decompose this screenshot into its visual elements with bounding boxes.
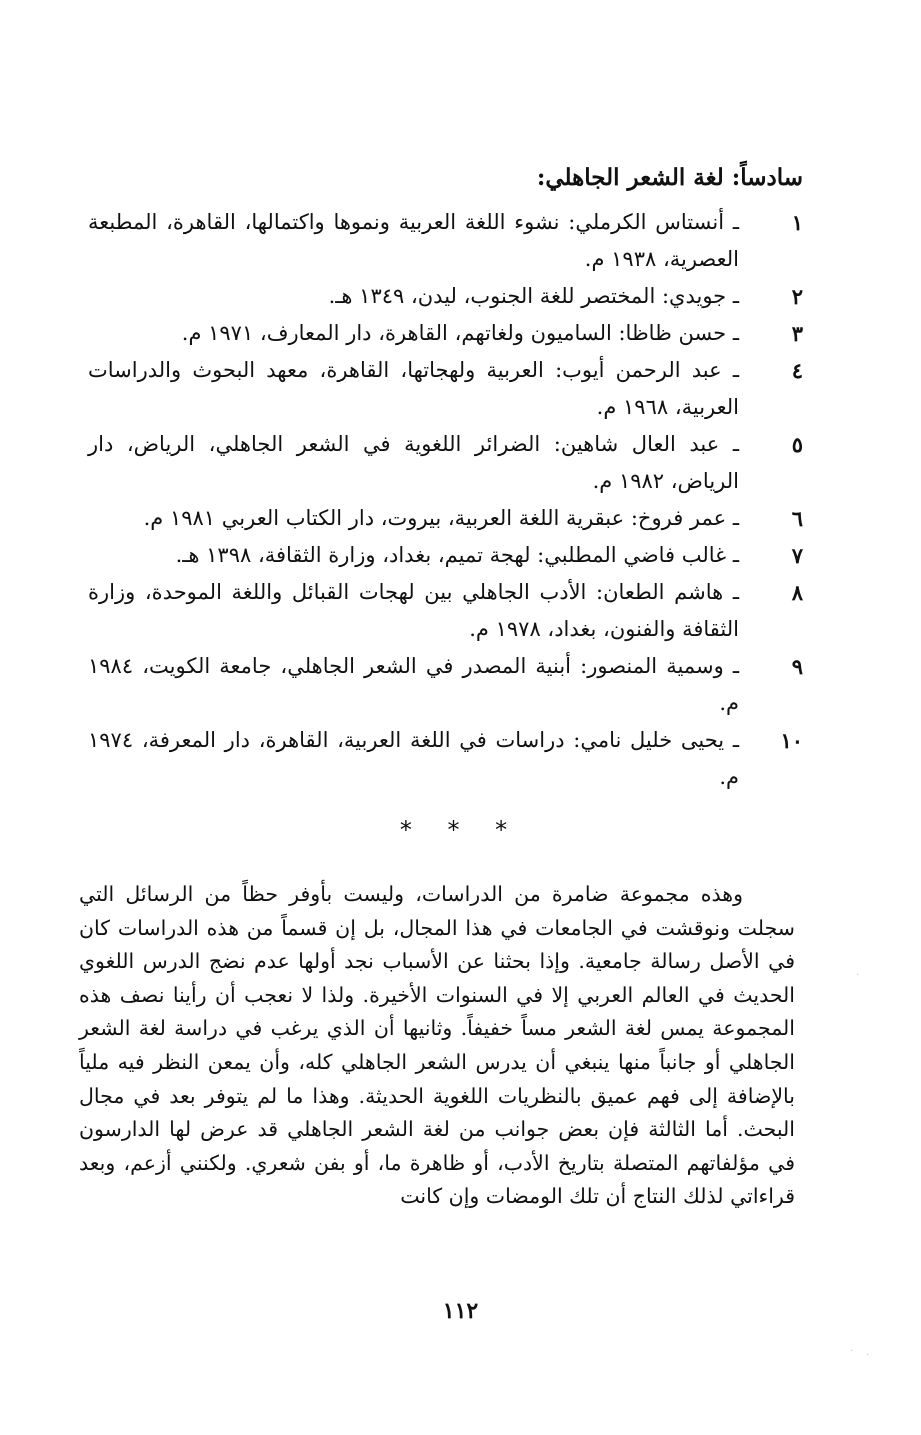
- reference-text: ـ جويدي: المختصر للغة الجنوب، ليدن، ١٣٤٩ هـ.: [328, 284, 739, 308]
- reference-text: ـ عمر فروخ: عبقرية اللغة العربية، بيروت، دار الكتاب العربي ١٩٨١ م.: [143, 506, 739, 530]
- scan-speck: ·: [850, 1346, 854, 1357]
- reference-item: [88, 204, 803, 278]
- reference-text: ـ هاشم الطعان: الأدب الجاهلي بين لهجات القبائل واللغة الموحدة، وزارة الثقافة والفنون، بغداد، ١٩٧٨ م.: [88, 580, 739, 641]
- reference-list: [88, 204, 803, 796]
- scan-speck: ·: [856, 970, 860, 981]
- reference-item: [88, 500, 803, 537]
- reference-text: ـ عبد العال شاهين: الضرائر اللغوية في الشعر الجاهلي، الرياض، دار الرياض، ١٩٨٢ م.: [88, 432, 739, 493]
- reference-item: [88, 648, 803, 722]
- reference-item: [88, 426, 803, 500]
- reference-item: [88, 315, 803, 352]
- reference-text: ـ غالب فاضي المطلبي: لهجة تميم، بغداد، وزارة الثقافة، ١٣٩٨ هـ.: [175, 543, 739, 567]
- reference-item: [88, 574, 803, 648]
- reference-number: ١: [791, 210, 803, 235]
- reference-item: [88, 537, 803, 574]
- section-separator: * * *: [399, 816, 522, 844]
- reference-number: ٩: [791, 654, 803, 679]
- reference-text: ـ يحيى خليل نامي: دراسات في اللغة العربية، القاهرة، دار المعرفة، ١٩٧٤ م.: [88, 728, 739, 789]
- reference-text: ـ حسن ظاظا: الساميون ولغاتهم، القاهرة، دار المعارف، ١٩٧١ م.: [181, 321, 739, 345]
- reference-text: ـ عبد الرحمن أيوب: العربية ولهجاتها، القاهرة، معهد البحوث والدراسات العربية، ١٩٦٨ م.: [88, 358, 739, 419]
- reference-number: ١٠: [780, 728, 803, 753]
- reference-number: ٦: [791, 506, 803, 531]
- reference-number: ٨: [791, 580, 803, 605]
- reference-number: ٢: [791, 284, 803, 309]
- reference-item: [88, 278, 803, 315]
- reference-number: ٧: [791, 543, 803, 568]
- page-number: ١١٢: [442, 1298, 479, 1324]
- reference-number: ٤: [791, 358, 803, 383]
- body-paragraph: وهذه مجموعة ضامرة من الدراسات، وليست بأوفر حظاً من الرسائل التي سجلت ونوقشت في الجامعات في هذا المجال، بل إن قسماً من هذه الدراسات كان في الأصل رسالة جامعية. وإذا بحثنا عن الأسباب نجد أولها عدم نضج الدرس اللغوي الحديث في العالم العربي إلا في السنوات الأخيرة. ولذا لا نعجب أن رأينا نصف هذه المجموعة يمس لغة الشعر مساً خفيفاً. وثانيها أن الذي يرغب في دراسة لغة الشعر الجاهلي أو جانباً منها ينبغي أن يدرس الشعر الجاهلي كله، وأن يمعن النظر فيه ملياً بالإضافة إلى فهم عميق بالنظريات اللغوية الحديثة. وهذا ما لم يتوفر بعد في مجال البحث. أما الثالثة فإن بعض جوانب من لغة الشعر الجاهلي قد عرض لها الدارسون في مؤلفاتهم المتصلة بتاريخ الأدب، أو ظاهرة ما، أو بفن شعري. ولكنني أزعم، وبعد قراءاتي لذلك النتاج أن تلك الومضات وإن كانت: [79, 882, 795, 1209]
- reference-text: ـ أنستاس الكرملي: نشوء اللغة العربية ونموها واكتمالها، القاهرة، المطبعة العصرية، ١٩٣٨ م.: [88, 210, 739, 271]
- reference-number: ٣: [791, 321, 803, 346]
- section-heading: سادساً: لغة الشعر الجاهلي:: [536, 164, 803, 191]
- reference-item: [88, 352, 803, 426]
- reference-item: [88, 722, 803, 796]
- reference-number: ٥: [791, 432, 803, 457]
- reference-text: ـ وسمية المنصور: أبنية المصدر في الشعر الجاهلي، جامعة الكويت، ١٩٨٤ م.: [88, 654, 739, 715]
- scan-speck: ·: [866, 1350, 870, 1361]
